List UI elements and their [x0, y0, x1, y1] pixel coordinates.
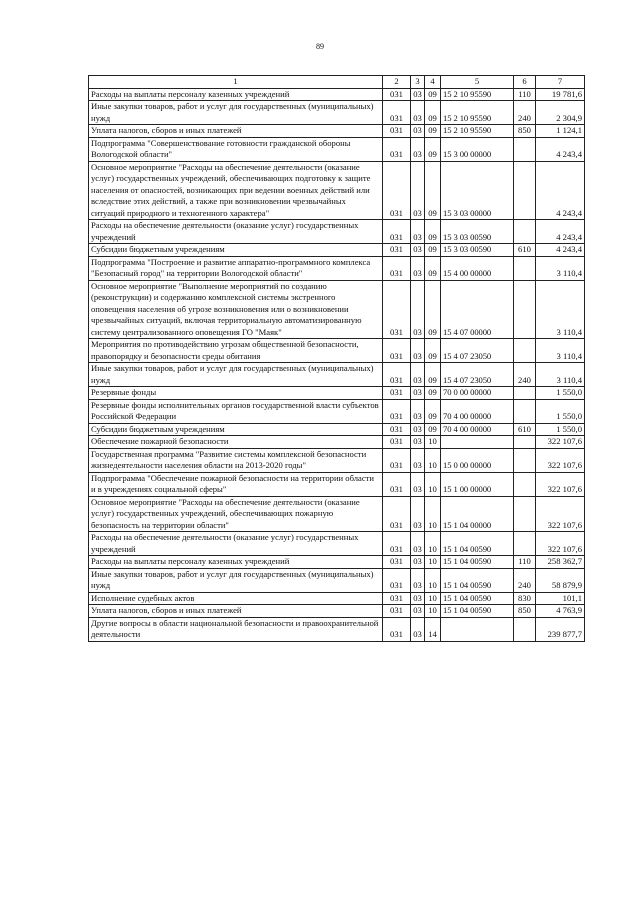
department-code-cell: 031	[383, 556, 411, 569]
subsection-code-cell: 09	[425, 339, 441, 363]
amount-cell: 1 124,1	[536, 125, 585, 138]
expense-type-cell: 830	[514, 592, 536, 605]
amount-cell: 3 110,4	[536, 363, 585, 387]
table-row	[89, 125, 585, 138]
header-cell: 2	[383, 76, 411, 89]
expense-type-cell: 110	[514, 88, 536, 101]
subsection-code-cell: 10	[425, 436, 441, 449]
section-code-cell: 03	[411, 339, 425, 363]
department-code-cell: 031	[383, 280, 411, 339]
amount-cell: 3 110,4	[536, 280, 585, 339]
section-code-cell: 03	[411, 161, 425, 220]
expense-type-cell: 610	[514, 423, 536, 436]
table-row	[89, 101, 585, 125]
expense-type-cell	[514, 220, 536, 244]
budget-table	[88, 75, 585, 642]
expense-type-cell: 240	[514, 363, 536, 387]
section-code-cell: 03	[411, 532, 425, 556]
amount-cell: 4 243,4	[536, 220, 585, 244]
department-code-cell: 031	[383, 399, 411, 423]
expense-type-cell	[514, 472, 536, 496]
department-code-cell: 031	[383, 496, 411, 532]
expense-type-cell	[514, 339, 536, 363]
item-name-cell: Подпрограмма "Обеспечение пожарной безопасности на территории области и в учреждениях социальной сферы"	[89, 472, 383, 496]
section-code-cell: 03	[411, 605, 425, 618]
department-code-cell: 031	[383, 568, 411, 592]
target-article-cell: 15 1 04 00590	[441, 556, 514, 569]
amount-cell: 3 110,4	[536, 339, 585, 363]
table-row	[89, 592, 585, 605]
header-cell: 7	[536, 76, 585, 89]
department-code-cell: 031	[383, 448, 411, 472]
section-code-cell: 03	[411, 280, 425, 339]
expense-type-cell: 850	[514, 605, 536, 618]
department-code-cell: 031	[383, 617, 411, 641]
target-article-cell: 15 3 03 00590	[441, 244, 514, 257]
section-code-cell: 03	[411, 448, 425, 472]
table-row	[89, 423, 585, 436]
section-code-cell: 03	[411, 617, 425, 641]
section-code-cell: 03	[411, 399, 425, 423]
table-row	[89, 448, 585, 472]
item-name-cell: Исполнение судебных актов	[89, 592, 383, 605]
section-code-cell: 03	[411, 423, 425, 436]
section-code-cell: 03	[411, 496, 425, 532]
expense-type-cell: 240	[514, 101, 536, 125]
item-name-cell: Основное мероприятие "Расходы на обеспечение деятельности (оказание услуг) государственных учреждений, обеспечивающих подготовку к защите населения от опасностей, возникающих при ведении военных действий или вследствие этих действий, а также при возникновении чрезвычайных ситуаций природного и техногенного характера"	[89, 161, 383, 220]
target-article-cell: 15 2 10 95590	[441, 88, 514, 101]
table-row	[89, 617, 585, 641]
expense-type-cell: 850	[514, 125, 536, 138]
section-code-cell: 03	[411, 592, 425, 605]
department-code-cell: 031	[383, 605, 411, 618]
item-name-cell: Подпрограмма "Построение и развитие аппаратно-программного комплекса "Безопасный город" на территории Вологодской области"	[89, 256, 383, 280]
section-code-cell: 03	[411, 568, 425, 592]
item-name-cell: Обеспечение пожарной безопасности	[89, 436, 383, 449]
department-code-cell: 031	[383, 125, 411, 138]
expense-type-cell	[514, 532, 536, 556]
item-name-cell: Основное мероприятие "Выполнение мероприятий по созданию (реконструкции) и содержанию комплексной системы экстренного оповещения населения об угрозе возникновения или о возникновении чрезвычайных ситуаций, включая территориальную автоматизированную систему централизованного оповещения ГО "Маяк"	[89, 280, 383, 339]
table-row	[89, 280, 585, 339]
item-name-cell: Расходы на выплаты персоналу казенных учреждений	[89, 88, 383, 101]
subsection-code-cell: 09	[425, 363, 441, 387]
target-article-cell: 15 4 07 00000	[441, 280, 514, 339]
table-row	[89, 387, 585, 400]
department-code-cell: 031	[383, 472, 411, 496]
subsection-code-cell: 10	[425, 556, 441, 569]
expense-type-cell	[514, 161, 536, 220]
table-row	[89, 161, 585, 220]
subsection-code-cell: 09	[425, 387, 441, 400]
expense-type-cell: 610	[514, 244, 536, 257]
target-article-cell: 15 4 07 23050	[441, 363, 514, 387]
table-row	[89, 137, 585, 161]
item-name-cell: Резервные фонды	[89, 387, 383, 400]
section-code-cell: 03	[411, 244, 425, 257]
table-row	[89, 220, 585, 244]
table-row	[89, 339, 585, 363]
subsection-code-cell: 14	[425, 617, 441, 641]
expense-type-cell	[514, 617, 536, 641]
header-cell: 6	[514, 76, 536, 89]
subsection-code-cell: 09	[425, 423, 441, 436]
amount-cell: 19 781,6	[536, 88, 585, 101]
target-article-cell: 15 3 00 00000	[441, 137, 514, 161]
target-article-cell: 15 3 03 00590	[441, 220, 514, 244]
department-code-cell: 031	[383, 161, 411, 220]
amount-cell: 4 243,4	[536, 244, 585, 257]
table-row	[89, 472, 585, 496]
target-article-cell: 15 4 07 23050	[441, 339, 514, 363]
subsection-code-cell: 10	[425, 496, 441, 532]
item-name-cell: Уплата налогов, сборов и иных платежей	[89, 605, 383, 618]
amount-cell: 322 107,6	[536, 532, 585, 556]
target-article-cell: 15 0 00 00000	[441, 448, 514, 472]
amount-cell: 4 243,4	[536, 137, 585, 161]
target-article-cell: 15 1 04 00590	[441, 592, 514, 605]
subsection-code-cell: 09	[425, 137, 441, 161]
item-name-cell: Подпрограмма "Совершенствование готовности гражданской обороны Вологодской области"	[89, 137, 383, 161]
target-article-cell: 70 4 00 00000	[441, 399, 514, 423]
item-name-cell: Резервные фонды исполнительных органов государственной власти субъектов Российской Федерации	[89, 399, 383, 423]
department-code-cell: 031	[383, 88, 411, 101]
item-name-cell: Расходы на обеспечение деятельности (оказание услуг) государственных учреждений	[89, 532, 383, 556]
target-article-cell: 15 2 10 95590	[441, 101, 514, 125]
department-code-cell: 031	[383, 436, 411, 449]
subsection-code-cell: 09	[425, 280, 441, 339]
subsection-code-cell: 09	[425, 256, 441, 280]
item-name-cell: Уплата налогов, сборов и иных платежей	[89, 125, 383, 138]
item-name-cell: Иные закупки товаров, работ и услуг для государственных (муниципальных) нужд	[89, 363, 383, 387]
target-article-cell	[441, 436, 514, 449]
department-code-cell: 031	[383, 220, 411, 244]
amount-cell: 4 763,9	[536, 605, 585, 618]
expense-type-cell	[514, 448, 536, 472]
target-article-cell	[441, 617, 514, 641]
target-article-cell: 15 1 04 00590	[441, 605, 514, 618]
item-name-cell: Мероприятия по противодействию угрозам общественной безопасности, правопорядку и безопасности среды обитания	[89, 339, 383, 363]
subsection-code-cell: 09	[425, 399, 441, 423]
expense-type-cell	[514, 387, 536, 400]
table-row	[89, 556, 585, 569]
table-row	[89, 436, 585, 449]
section-code-cell: 03	[411, 387, 425, 400]
amount-cell: 239 877,7	[536, 617, 585, 641]
target-article-cell: 15 3 03 00000	[441, 161, 514, 220]
section-code-cell: 03	[411, 472, 425, 496]
table-header-row	[89, 76, 585, 89]
target-article-cell: 15 1 00 00000	[441, 472, 514, 496]
amount-cell: 1 550,0	[536, 399, 585, 423]
section-code-cell: 03	[411, 137, 425, 161]
amount-cell: 101,1	[536, 592, 585, 605]
section-code-cell: 03	[411, 125, 425, 138]
department-code-cell: 031	[383, 137, 411, 161]
subsection-code-cell: 09	[425, 161, 441, 220]
amount-cell: 322 107,6	[536, 436, 585, 449]
section-code-cell: 03	[411, 220, 425, 244]
department-code-cell: 031	[383, 592, 411, 605]
subsection-code-cell: 10	[425, 568, 441, 592]
subsection-code-cell: 10	[425, 605, 441, 618]
target-article-cell: 70 0 00 00000	[441, 387, 514, 400]
amount-cell: 1 550,0	[536, 387, 585, 400]
header-cell: 1	[89, 76, 383, 89]
department-code-cell: 031	[383, 256, 411, 280]
subsection-code-cell: 10	[425, 448, 441, 472]
expense-type-cell	[514, 280, 536, 339]
amount-cell: 58 879,9	[536, 568, 585, 592]
department-code-cell: 031	[383, 387, 411, 400]
target-article-cell: 15 1 04 00000	[441, 496, 514, 532]
header-cell: 4	[425, 76, 441, 89]
amount-cell: 3 110,4	[536, 256, 585, 280]
amount-cell: 322 107,6	[536, 448, 585, 472]
item-name-cell: Основное мероприятие "Расходы на обеспечение деятельности (оказание услуг) государственных учреждений, обеспечивающих пожарную безопасность на территории области"	[89, 496, 383, 532]
table-row	[89, 568, 585, 592]
amount-cell: 2 304,9	[536, 101, 585, 125]
item-name-cell: Субсидии бюджетным учреждениям	[89, 423, 383, 436]
table-row	[89, 363, 585, 387]
table-row	[89, 532, 585, 556]
expense-type-cell	[514, 399, 536, 423]
expense-type-cell	[514, 436, 536, 449]
item-name-cell: Субсидии бюджетным учреждениям	[89, 244, 383, 257]
subsection-code-cell: 09	[425, 220, 441, 244]
expense-type-cell: 110	[514, 556, 536, 569]
table-row	[89, 244, 585, 257]
department-code-cell: 031	[383, 532, 411, 556]
table-row	[89, 256, 585, 280]
amount-cell: 322 107,6	[536, 496, 585, 532]
page-number: 89	[316, 42, 324, 51]
department-code-cell: 031	[383, 244, 411, 257]
section-code-cell: 03	[411, 436, 425, 449]
header-cell: 5	[441, 76, 514, 89]
header-cell: 3	[411, 76, 425, 89]
section-code-cell: 03	[411, 556, 425, 569]
section-code-cell: 03	[411, 256, 425, 280]
target-article-cell: 15 4 00 00000	[441, 256, 514, 280]
amount-cell: 322 107,6	[536, 472, 585, 496]
item-name-cell: Иные закупки товаров, работ и услуг для государственных (муниципальных) нужд	[89, 101, 383, 125]
target-article-cell: 15 2 10 95590	[441, 125, 514, 138]
target-article-cell: 70 4 00 00000	[441, 423, 514, 436]
item-name-cell: Расходы на обеспечение деятельности (оказание услуг) государственных учреждений	[89, 220, 383, 244]
table-row	[89, 88, 585, 101]
subsection-code-cell: 10	[425, 592, 441, 605]
item-name-cell: Расходы на выплаты персоналу казенных учреждений	[89, 556, 383, 569]
amount-cell: 258 362,7	[536, 556, 585, 569]
subsection-code-cell: 10	[425, 532, 441, 556]
item-name-cell: Иные закупки товаров, работ и услуг для государственных (муниципальных) нужд	[89, 568, 383, 592]
table-row	[89, 605, 585, 618]
department-code-cell: 031	[383, 423, 411, 436]
subsection-code-cell: 09	[425, 101, 441, 125]
department-code-cell: 031	[383, 339, 411, 363]
amount-cell: 1 550,0	[536, 423, 585, 436]
table-row	[89, 496, 585, 532]
section-code-cell: 03	[411, 363, 425, 387]
table-row	[89, 399, 585, 423]
expense-type-cell: 240	[514, 568, 536, 592]
subsection-code-cell: 09	[425, 125, 441, 138]
expense-type-cell	[514, 137, 536, 161]
section-code-cell: 03	[411, 88, 425, 101]
target-article-cell: 15 1 04 00590	[441, 532, 514, 556]
subsection-code-cell: 09	[425, 88, 441, 101]
item-name-cell: Государственная программа "Развитие системы комплексной безопасности жизнедеятельности населения области на 2013-2020 годы"	[89, 448, 383, 472]
section-code-cell: 03	[411, 101, 425, 125]
target-article-cell: 15 1 04 00590	[441, 568, 514, 592]
item-name-cell: Другие вопросы в области национальной безопасности и правоохранительной деятельности	[89, 617, 383, 641]
expense-type-cell	[514, 256, 536, 280]
subsection-code-cell: 10	[425, 472, 441, 496]
department-code-cell: 031	[383, 101, 411, 125]
subsection-code-cell: 09	[425, 244, 441, 257]
department-code-cell: 031	[383, 363, 411, 387]
expense-type-cell	[514, 496, 536, 532]
amount-cell: 4 243,4	[536, 161, 585, 220]
